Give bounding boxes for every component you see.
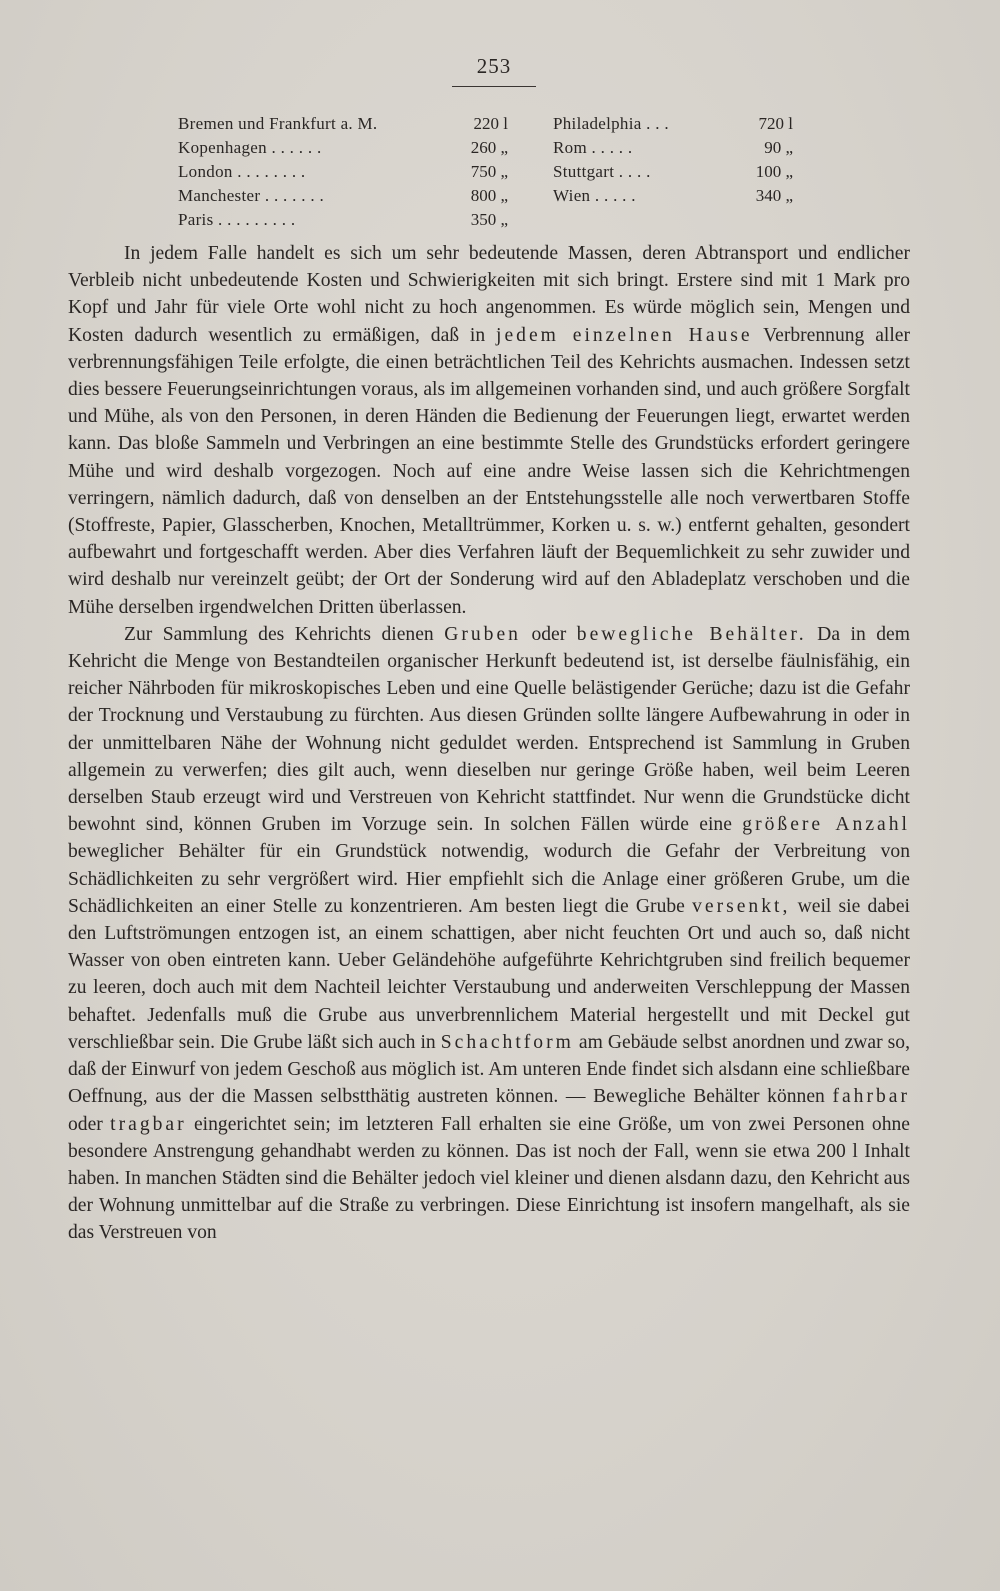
text-run: oder [68, 1113, 111, 1135]
emphasized-text: bewegliche Behälter. [576, 623, 807, 645]
emphasized-text: jedem einzelnen Hause [496, 324, 753, 346]
city-name: Stuttgart . . . . [553, 162, 651, 181]
text-run: eingerichtet sein; im letzteren Fall erhalten sie eine Größe, um von zwei Personen ohne besondere Anstrengung gehandhabt werden zu können. Das ist noch der Fall, wenn sie etwa 200 l Inhalt haben. In manchen Städten sind die Behälter jedoch viel kleiner und dienen alsdann dazu, den Kehricht aus der Wohnung unmittelbar auf die Straße zu verbringen. Diese Einrichtung ist insofern mangelhaft, als sie das Verstreuen von [68, 1113, 911, 1244]
emphasized-text: größere Anzahl [742, 814, 910, 836]
emphasized-text: versenkt, [692, 895, 791, 917]
city-volume: 720 l [758, 114, 793, 133]
city-volume: 350 „ [470, 210, 508, 229]
city-volume: 800 „ [470, 186, 508, 205]
city-name: Paris . . . . . . . . . [178, 210, 296, 229]
text-run: Zur Sammlung des Kehrichts dienen [124, 623, 445, 645]
city-name: Bremen und Frankfurt a. M. [178, 114, 378, 133]
city-volume: 90 „ [764, 138, 793, 157]
city-volume-row [178, 208, 508, 232]
text-run: weil sie dabei den Luftströmungen entzogen ist, an einem schattigen, aber nicht feuchten Ort und auch so, daß nicht Wasser von oben eintreten kann. Ueber Geländehöhe aufgeführte Kehrichtgruben sind freilich bequemer zu leeren, doch auch mit dem Nachteil leichter Verstaubung und anderweiten Verschleppung der Massen behaftet. Jedenfalls muß die Grube aus unverbrennlichem Material hergestellt und mit Deckel gut verschließbar sein. Die Grube läßt sich auch in [68, 895, 910, 1053]
paragraph-waste-collection [68, 621, 910, 1247]
city-volume-column-left [178, 112, 508, 232]
city-volume-row [178, 136, 508, 160]
city-volume: 340 „ [755, 186, 793, 205]
city-name: London . . . . . . . . [178, 162, 306, 181]
emphasized-text: Schachtform [440, 1031, 574, 1053]
text-run: Da in dem Kehricht die Menge von Bestandteilen organischer Herkunft bedeutend ist, ist derselbe fäulnisfähig, ein reicher Nährboden für mikroskopisches Leben und eine Quelle belästigender Gerüche; dazu ist die Gefahr der Trocknung und Verstaubung zu fürchten. Aus diesen Gründen sollte längere Aufbewahrung in oder in der unmittelbaren Nähe der Wohnung nicht geduldet werden. Entsprechend ist Sammlung in Gruben allgemein zu verwerfen; dies gilt auch, wenn dieselben nur geringe Größe haben, weil beim Leeren derselben Staub erzeugt wird und Verstreuen von Kehricht stattfindet. Nur wenn die Grundstücke dicht bewohnt sind, können Gruben im Vorzuge sein. In solchen Fällen würde eine [68, 623, 910, 836]
paragraph-waste-volume [68, 240, 910, 621]
text-run: In jedem Falle handelt es sich um sehr bedeutende Massen, deren Abtransport und endlicher Verbleib nicht unbedeutende Kosten und Schwierigkeiten mit sich bringt. Erstere sind mit 1 Mark pro Kopf und Jahr für viele Orte wohl nicht zu hoch angenommen. Es würde möglich sein, Mengen und Kosten dadurch wesentlich zu ermäßigen, daß in [68, 243, 910, 346]
city-volume: 260 „ [470, 138, 508, 157]
emphasized-text: Gruben [444, 623, 521, 645]
city-volume-column-right [553, 112, 793, 208]
text-run: oder [520, 623, 577, 645]
text-run: am Gebäude selbst anordnen und zwar so, daß der Einwurf von jedem Geschoß aus möglich ist. Am unteren Ende findet sich alsdann eine schließbare Oeffnung, aus der die Massen selbstthätig austreten können. — Bewegliche Behälter können [68, 1031, 910, 1108]
city-volume-row [553, 112, 793, 136]
city-volume-row [553, 160, 793, 184]
city-volume: 220 l [473, 114, 508, 133]
city-name: Philadelphia . . . [553, 114, 669, 133]
city-name: Manchester . . . . . . . [178, 186, 324, 205]
text-run: Verbrennung aller verbrennungsfähigen Teile erfolgte, die einen beträchtlichen Teil des Kehrichts ausmachen. Indessen setzt dies bessere Feuerungseinrichtungen voraus, als im allgemeinen vorhanden sind, und auch größere Sorgfalt und Mühe, als von den Personen, in deren Händen die Bedienung der Feuerungen liegt, erwartet werden kann. Das bloße Sammeln und Verbringen an eine bestimmte Stelle des Grundstücks erfordert geringere Mühe und wird deshalb vorgezogen. Noch auf eine andre Weise lassen sich die Kehrichtmengen verringern, nämlich dadurch, daß von denselben an der Entstehungsstelle alle noch verwertbaren Stoffe (Stoffreste, Papier, Glasscherben, Knochen, Metalltrümmer, Korken u. s. w.) entfernt gehalten, gesondert aufbewahrt und fortgeschafft werden. Aber dies Verfahren läuft der Bequemlichkeit zu sehr zuwider und wird deshalb nur vereinzelt geübt; der Ort der Sonderung wird auf den Abladeplatz verschoben und die Mühe derselben irgendwelchen Dritten überlassen. [68, 324, 911, 618]
city-volume-row [178, 160, 508, 184]
emphasized-text: tragbar [110, 1113, 187, 1135]
emphasized-text: fahrbar [832, 1086, 910, 1108]
city-name: Rom . . . . . [553, 138, 633, 157]
body-text [68, 240, 910, 1247]
city-name: Wien . . . . . [553, 186, 636, 205]
page-number-rule [452, 86, 536, 87]
city-volume-row [553, 136, 793, 160]
text-run: beweglicher Behälter für ein Grundstück notwendig, wodurch die Gefahr der Verbreitung von Schädlichkeiten zu sehr vergrößert wird. Hier empfiehlt sich die Anlage einer größeren Grube, um die Schädlichkeiten an einer Stelle zu konzentrieren. Am besten liegt die Grube [68, 841, 910, 917]
city-volume-row [178, 112, 508, 136]
page-number: 253 [476, 54, 512, 78]
city-volume: 750 „ [470, 162, 508, 181]
city-volume-row [553, 184, 793, 208]
city-volume-row [178, 184, 508, 208]
city-name: Kopenhagen . . . . . . [178, 138, 322, 157]
city-volume: 100 „ [755, 162, 793, 181]
